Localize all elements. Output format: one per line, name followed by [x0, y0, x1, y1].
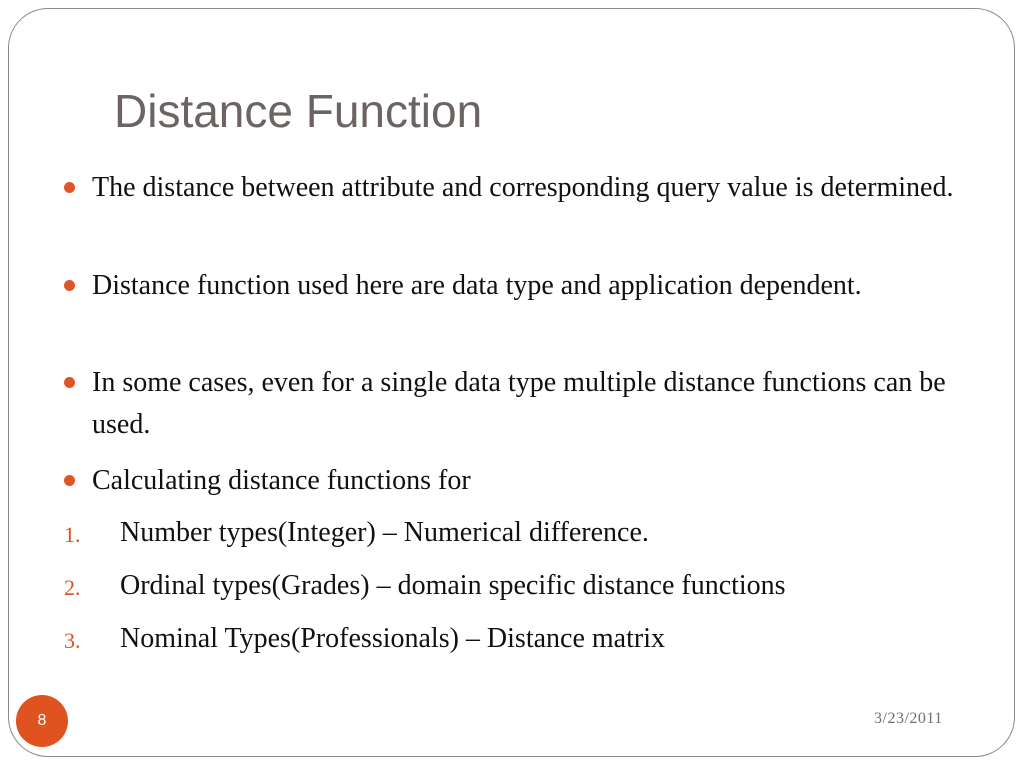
number-marker: 1. — [64, 522, 81, 547]
numbered-text: Ordinal types(Grades) – domain specific distance functions — [120, 570, 786, 601]
bullet-dot-icon — [64, 182, 75, 193]
numbered-text: Number types(Integer) – Numerical difference. — [120, 517, 649, 548]
bullet-dot-icon — [64, 377, 75, 388]
bullet-item — [92, 460, 972, 502]
numbered-item — [64, 618, 980, 660]
number-marker: 3. — [64, 628, 81, 653]
number-marker: 2. — [64, 575, 81, 600]
slide-title: Distance Function — [114, 85, 483, 137]
bullet-item — [92, 167, 972, 209]
bullet-dot-icon — [64, 280, 75, 291]
bullet-item — [92, 265, 972, 307]
numbered-item — [64, 565, 980, 607]
bullet-text: Calculating distance functions for — [92, 465, 471, 496]
bullet-text: Distance function used here are data type and application dependent. — [92, 270, 862, 301]
numbered-item — [64, 512, 980, 554]
slide-date: 3/23/2011 — [874, 710, 943, 727]
bullet-dot-icon — [64, 475, 75, 486]
bullet-text: In some cases, even for a single data type multiple distance functions can be used. — [92, 367, 946, 440]
numbered-text: Nominal Types(Professionals) – Distance matrix — [120, 623, 665, 654]
bullet-item — [92, 362, 972, 446]
bullet-text: The distance between attribute and corresponding query value is determined. — [92, 172, 954, 203]
page-number-badge — [16, 695, 68, 747]
page-number: 8 — [37, 712, 47, 729]
